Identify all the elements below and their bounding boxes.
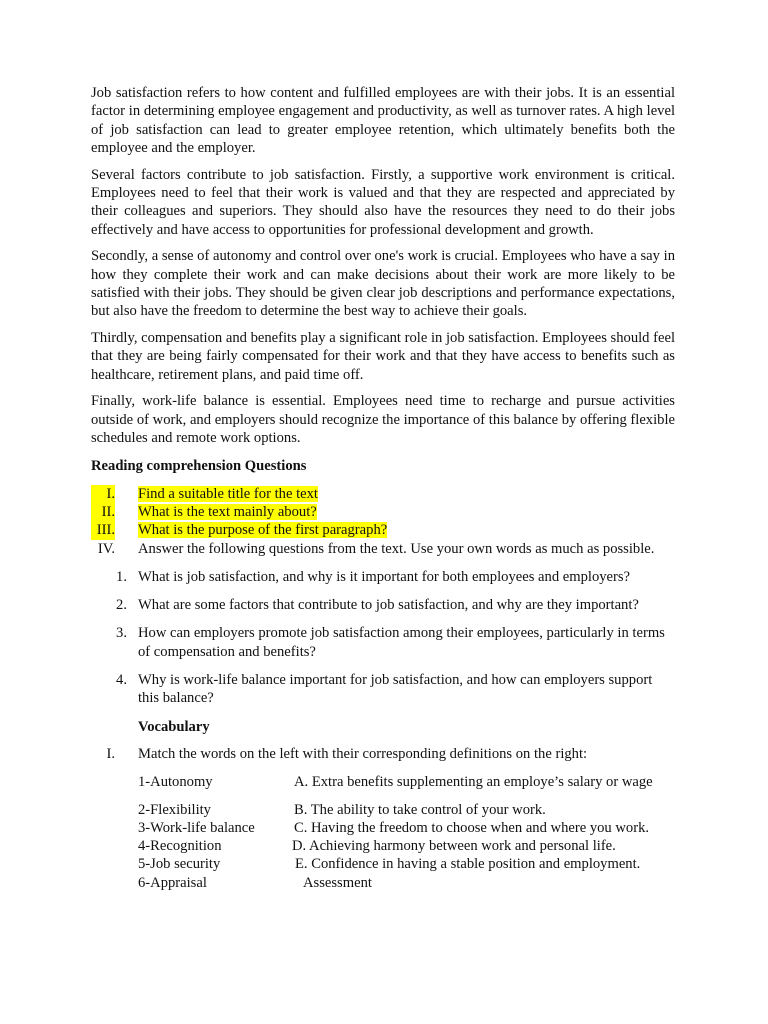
vocabulary-instruction <box>91 745 675 763</box>
question-text: How can employers promote job satisfaction among their employees, particularly in terms of compensation and benefits? <box>138 625 665 660</box>
question-item <box>91 540 675 558</box>
question-text: Find a suitable title for the text <box>138 485 318 502</box>
vocab-word: 4-Recognition <box>138 838 222 855</box>
question-text: Why is work-life balance important for job satisfaction, and how can employers support this balance? <box>138 672 653 707</box>
instruction-number: I. <box>106 745 115 762</box>
question-number: 3. <box>116 625 127 642</box>
vocab-definition: A. Extra benefits supplementing an employe’s salary or wage <box>294 774 653 791</box>
vocab-definition: B. The ability to take control of your work. <box>294 801 546 818</box>
vocab-word: 3-Work-life balance <box>138 819 255 836</box>
match-row <box>91 874 675 892</box>
vocab-word: 2-Flexibility <box>138 801 211 818</box>
paragraph-compensation: Thirdly, compensation and benefits play a significant role in job satisfaction. Employees should feel that they are being fairly compensated for their work and that they have access to benefits such as healthcare, retirement plans, and paid time off. <box>91 330 675 383</box>
paragraph-factors: Several factors contribute to job satisfaction. Firstly, a supportive work environment is critical. Employees need to feel that their work is valued and that they are respected and appreciated by their colleagues and superiors. They should also have the resources they need to do their jobs effectively and have access to opportunities for professional development and growth. <box>91 166 675 238</box>
vocab-definition: D. Achieving harmony between work and personal life. <box>292 838 616 855</box>
paragraph-intro: Job satisfaction refers to how content and fulfilled employees are with their jobs. It is an essential factor in determining employee engagement and productivity, as well as turnover rates. A high level of job satisfaction can lead to greater employee retention, which ultimately benefits both the employee and the employer. <box>91 85 675 156</box>
question-number: 2. <box>116 597 127 614</box>
match-row <box>91 837 675 855</box>
numbered-question-list <box>91 568 675 708</box>
question-item <box>91 503 675 521</box>
question-number: 1. <box>116 568 127 585</box>
vocab-definition: E. Confidence in having a stable position and employment. <box>295 856 641 873</box>
vocab-word: 1-Autonomy <box>138 774 213 791</box>
numbered-question <box>91 568 675 586</box>
question-text: What are some factors that contribute to job satisfaction, and why are they important? <box>138 597 639 614</box>
question-text: What is the purpose of the first paragraph? <box>138 522 388 539</box>
roman-question-list <box>91 485 675 558</box>
match-row <box>91 819 675 837</box>
document-page <box>91 84 675 892</box>
vocab-word: 5-Job security <box>138 856 221 873</box>
question-item <box>91 485 675 503</box>
match-row <box>91 855 675 873</box>
paragraph-work-life: Finally, work-life balance is essential. Employees need time to recharge and pursue activities outside of work, and employers should recognize the importance of this balance by offering flexible schedules and remote work options. <box>91 393 675 447</box>
numbered-question <box>91 596 675 614</box>
question-number: III. <box>91 521 115 539</box>
numbered-question <box>91 671 675 708</box>
match-row <box>91 801 675 819</box>
match-row <box>91 773 675 791</box>
question-text: What is the text mainly about? <box>138 503 317 520</box>
question-text: Answer the following questions from the text. Use your own words as much as possible. <box>138 540 655 557</box>
instruction-text: Match the words on the left with their corresponding definitions on the right: <box>138 745 588 762</box>
numbered-question <box>91 624 675 661</box>
question-number: IV. <box>97 540 115 557</box>
question-number: II. <box>91 503 115 521</box>
question-text: What is job satisfaction, and why is it important for both employees and employers? <box>138 568 631 585</box>
paragraph-autonomy: Secondly, a sense of autonomy and control over one's work is crucial. Employees who have a say in how they complete their work and can make decisions about their work are more likely to be satisfied with their jobs. They should be given clear job descriptions and performance expectations, but also have the freedom to determine the best way to achieve their goals. <box>91 248 675 320</box>
question-number: I. <box>91 485 115 503</box>
question-number: 4. <box>116 672 127 689</box>
vocab-word: 6-Appraisal <box>138 874 207 891</box>
vocab-definition: Assessment <box>303 874 372 891</box>
vocab-definition: C. Having the freedom to choose when and where you work. <box>294 819 650 836</box>
vocabulary-heading: Vocabulary <box>138 718 210 735</box>
question-item <box>91 521 675 539</box>
questions-heading: Reading comprehension Questions <box>91 458 307 475</box>
